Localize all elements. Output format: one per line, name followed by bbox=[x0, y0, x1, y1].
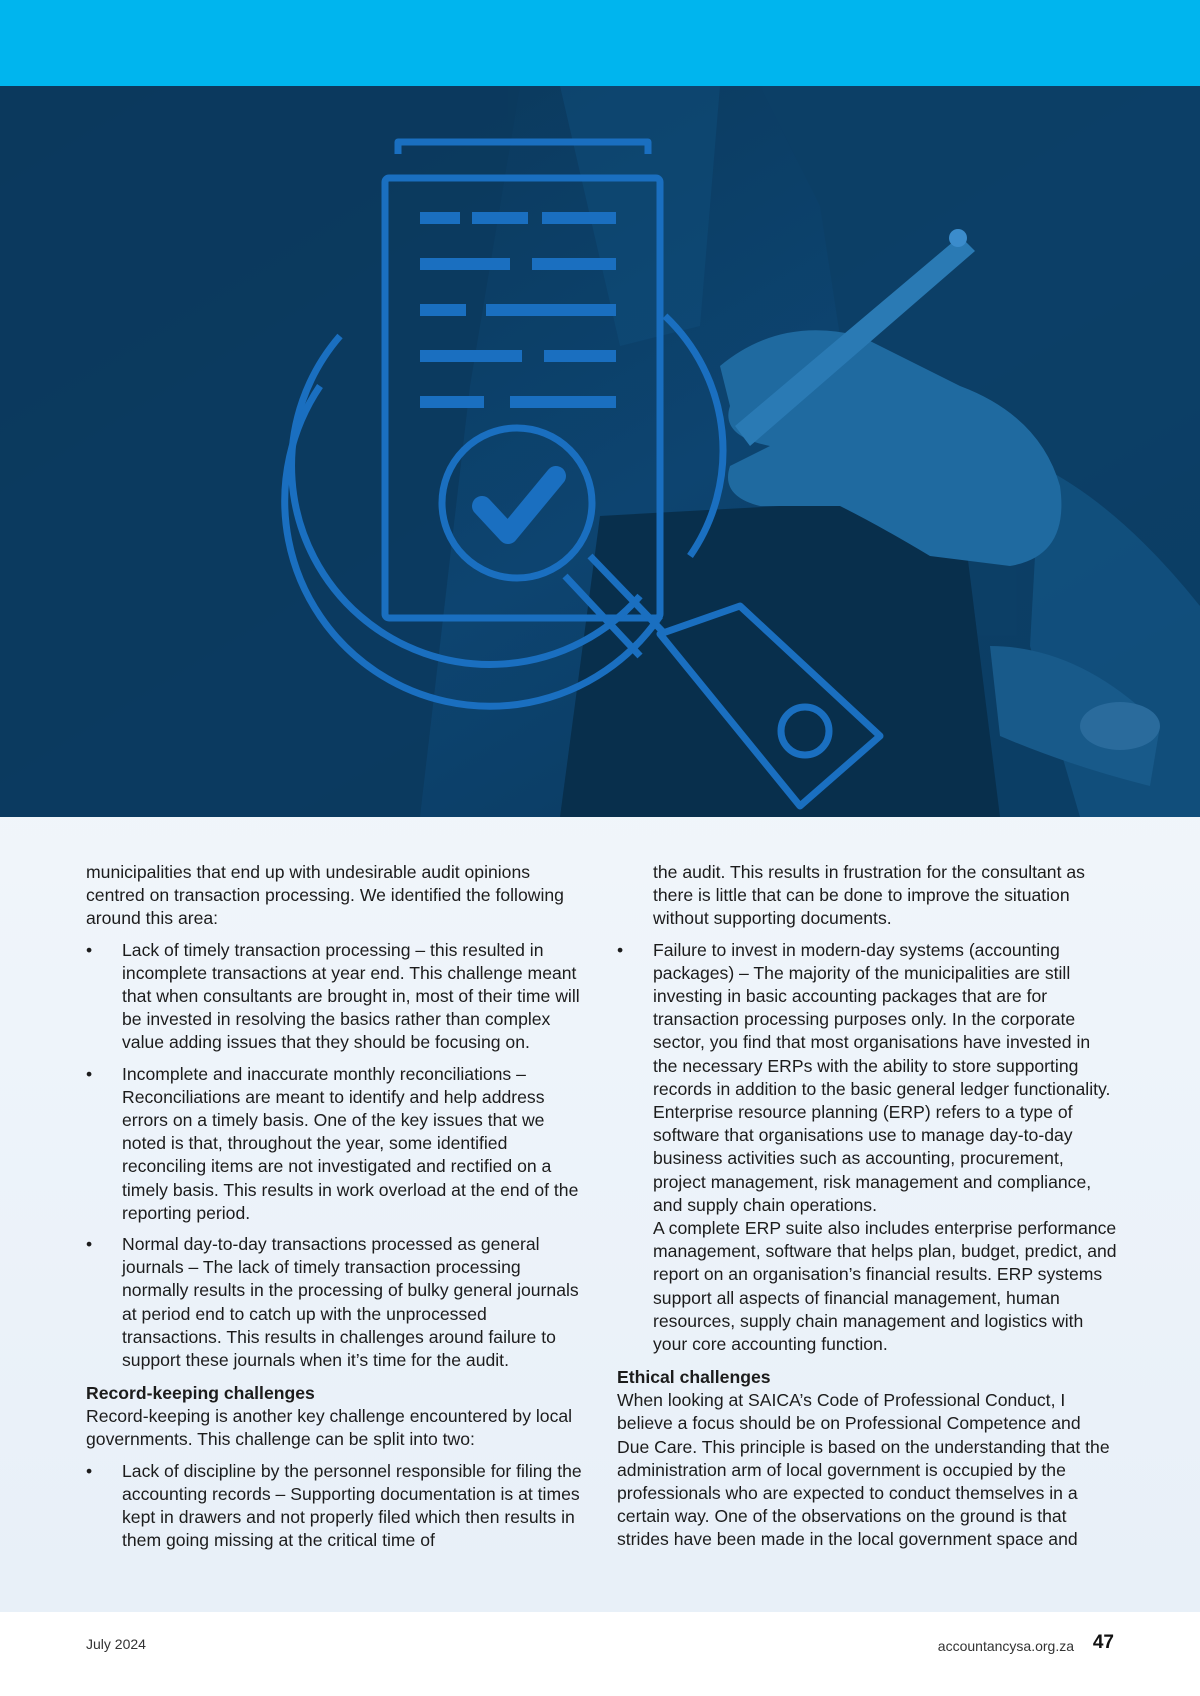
top-color-band bbox=[0, 0, 1200, 86]
website-link[interactable]: accountancysa.org.za bbox=[937, 1638, 1074, 1654]
page-footer bbox=[0, 1612, 1200, 1696]
list-item: • Failure to invest in modern-day systems (accounting packages) – The majority of the municipalities are still investing in basic accounting packages that are for transaction processing purposes only. In the corporate sector, you find that most organisations have invested in the necessary ERPs with the ability to store supporting records in addition to the basic general ledger functionality. Enterprise resource planning (ERP) refers to a type of software that organisations use to manage day-to-day business activities such as accounting, procurement, project management, risk management and compliance, and supply chain operations. bbox=[617, 939, 1117, 1217]
list-item: • Lack of timely transaction processing – this resulted in incomplete transactions at year end. This challenge meant that when consultants are brought in, most of their time will be invested in resolving the basics rather than complex value adding issues that they should be focusing on. bbox=[86, 939, 586, 1055]
issue-date: July 2024 bbox=[86, 1636, 146, 1652]
record-keeping-paragraph: Record-keeping is another key challenge encountered by local governments. This challenge can be split into two: bbox=[86, 1406, 573, 1450]
list-item: • Incomplete and inaccurate monthly reconciliations – Reconciliations are meant to identify and help address errors on a timely basis. One of the key issues that we noted is that, throughout the year, some identified reconciling items are not investigated and rectified on a timely basis. This results in work overload at the end of the reporting period. bbox=[86, 1063, 586, 1225]
erp-continuation-text: A complete ERP suite also includes enterprise performance management, software that helps plan, budget, predict, and report on an organisation’s financial results. ERP systems support all aspects of financial management, human resources, supply chain management and logistics with your core accounting function. bbox=[653, 1218, 1117, 1355]
section-heading-record-keeping: Record-keeping challenges bbox=[86, 1383, 315, 1404]
left-intro: municipalities that end up with undesirable audit opinions centred on transaction processing. We identified the following around this area: bbox=[86, 862, 564, 929]
left-column bbox=[86, 861, 586, 1552]
right-column bbox=[617, 861, 1117, 1552]
right-bullet-list bbox=[617, 939, 1117, 1217]
bullet-continuation-text: the audit. This results in frustration for the consultant as there is little that can be done to improve the situation without supporting documents. bbox=[653, 862, 1085, 929]
section-heading-ethical: Ethical challenges bbox=[617, 1367, 771, 1388]
list-item: • Lack of discipline by the personnel responsible for filing the accounting records – Supporting documentation is at times kept in drawers and not properly filed which then results in them going missing at the critical time of bbox=[86, 1460, 586, 1553]
page-number: 47 bbox=[1092, 1632, 1114, 1653]
hero-image bbox=[0, 86, 1200, 817]
left-bullet-list bbox=[86, 939, 586, 1373]
ethical-paragraph: When looking at SAICA’s Code of Professional Conduct, I believe a focus should be on Professional Competence and Due Care. This principle is based on the understanding that the administration arm of local government is occupied by the professionals who are expected to conduct themselves in a certain way. One of the observations on the ground is that strides have been made in the local government space and bbox=[617, 1390, 1110, 1550]
list-item: • Normal day-to-day transactions processed as general journals – The lack of timely transaction processing normally results in the processing of bulky general journals at period end to catch up with the unprocessed transactions. This results in challenges around failure to support these journals when it’s time for the audit. bbox=[86, 1233, 586, 1372]
record-keeping-bullet-list bbox=[86, 1460, 586, 1553]
